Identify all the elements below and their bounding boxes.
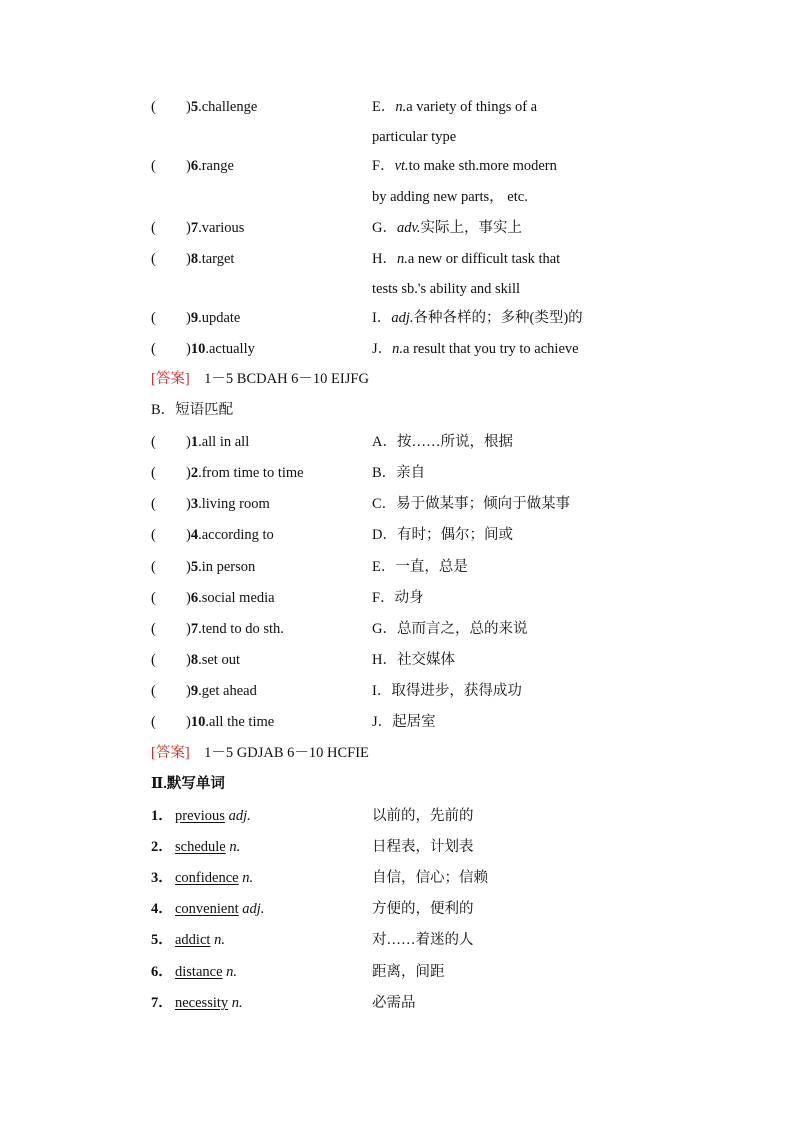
phrase-item-1: ( )1.all in all A．按……所说，根据 <box>151 434 513 450</box>
definition: J．起居室 <box>372 714 436 730</box>
definition: G．adv.实际上，事实上 <box>372 220 522 236</box>
phrase-item-2: ( )2.from time to time B．亲自 <box>151 465 426 481</box>
answer-line <box>0 369 794 389</box>
phrase-item-5: ( )5.in person E．一直，总是 <box>151 559 468 575</box>
meaning: 自信，信心；信赖 <box>372 870 488 886</box>
phrase-item-7: ( )7.tend to do sth. G．总而言之，总的来说 <box>151 621 528 637</box>
answer-word: necessity <box>175 995 229 1011</box>
answer-blank-open: ( <box>151 99 156 115</box>
answer-line <box>0 743 794 763</box>
definition: E．n.a variety of things of a <box>372 99 538 115</box>
answer-text: 1－5 BCDAH 6－10 EIJFG <box>204 371 369 387</box>
meaning: 日程表，计划表 <box>372 839 474 855</box>
phrase-item-9: ( )9.get ahead I．取得进步，获得成功 <box>151 683 522 699</box>
match-item-7: ( )7.various G．adv.实际上，事实上 <box>151 220 522 236</box>
vocab-item-3: 3． confidence n. 自信，信心；信赖 <box>151 870 488 886</box>
meaning: 对……着迷的人 <box>372 932 474 948</box>
meaning: 距离，间距 <box>372 964 445 980</box>
definition-continued: tests sb.'s ability and skill <box>372 281 521 297</box>
answer-text: 1－5 GDJAB 6－10 HCFIE <box>204 745 369 761</box>
section-heading: Ⅱ.默写单词 <box>151 776 225 792</box>
meaning: 以前的，先前的 <box>372 808 474 824</box>
vocab-item-1: 1． previous adj. 以前的，先前的 <box>151 808 474 824</box>
definition: B．亲自 <box>372 465 426 481</box>
definition: F．vt.to make sth.more modern <box>372 158 557 174</box>
answer-blank-close: )5.challenge <box>186 99 258 115</box>
answer-tag: [答案] <box>151 745 190 761</box>
answer-word: convenient <box>175 901 239 917</box>
definition: G．总而言之，总的来说 <box>372 621 528 637</box>
match-item-9: ( )9.update I．adj.各种各样的；多种(类型)的 <box>151 310 583 326</box>
definition: H．n.a new or difficult task that <box>372 251 561 267</box>
phrase-item-10: ( )10.all the time J．起居室 <box>151 714 436 730</box>
definition: J．n.a result that you try to achieve <box>372 341 579 357</box>
definition: F．动身 <box>372 590 424 606</box>
definition: I．adj.各种各样的；多种(类型)的 <box>372 310 583 326</box>
match-item-6: ( )6.range F．vt.to make sth.more modern <box>151 158 557 174</box>
match-item-8: ( )8.target H．n.a new or difficult task that <box>151 251 561 267</box>
definition: C．易于做某事；倾向于做某事 <box>372 496 571 512</box>
section-heading: B．短语匹配 <box>151 402 234 418</box>
match-item-10: ( )10.actually J．n.a result that you try to achieve <box>151 341 579 357</box>
answer-word: confidence <box>175 870 239 886</box>
definition: E．一直，总是 <box>372 559 468 575</box>
answer-word: addict <box>175 932 211 948</box>
answer-tag: [答案] <box>151 371 190 387</box>
answer-word: schedule <box>175 839 226 855</box>
definition: A．按……所说，根据 <box>372 434 513 450</box>
vocab-item-4: 4． convenient adj. 方便的，便利的 <box>151 901 474 917</box>
definition-continued: by adding new parts， etc. <box>372 189 528 205</box>
definition: I．取得进步，获得成功 <box>372 683 522 699</box>
vocab-item-7: 7． necessity n. 必需品 <box>151 995 416 1011</box>
vocab-item-6: 6． distance n. 距离，间距 <box>151 964 445 980</box>
vocab-item-5: 5． addict n. 对……着迷的人 <box>151 932 474 948</box>
meaning: 必需品 <box>372 995 416 1011</box>
phrase-item-8: ( )8.set out H．社交媒体 <box>151 652 455 668</box>
match-item-5 <box>0 97 794 117</box>
meaning: 方便的，便利的 <box>372 901 474 917</box>
vocab-item-2: 2． schedule n. 日程表，计划表 <box>151 839 474 855</box>
answer-word: previous <box>175 808 225 824</box>
definition: D．有时；偶尔；间或 <box>372 527 513 543</box>
phrase-item-4: ( )4.according to D．有时；偶尔；间或 <box>151 527 513 543</box>
definition-continued: particular type <box>372 129 457 145</box>
answer-word: distance <box>175 964 223 980</box>
definition: H．社交媒体 <box>372 652 455 668</box>
phrase-item-3: ( )3.living room C．易于做某事；倾向于做某事 <box>151 496 571 512</box>
phrase-item-6: ( )6.social media F．动身 <box>151 590 424 606</box>
